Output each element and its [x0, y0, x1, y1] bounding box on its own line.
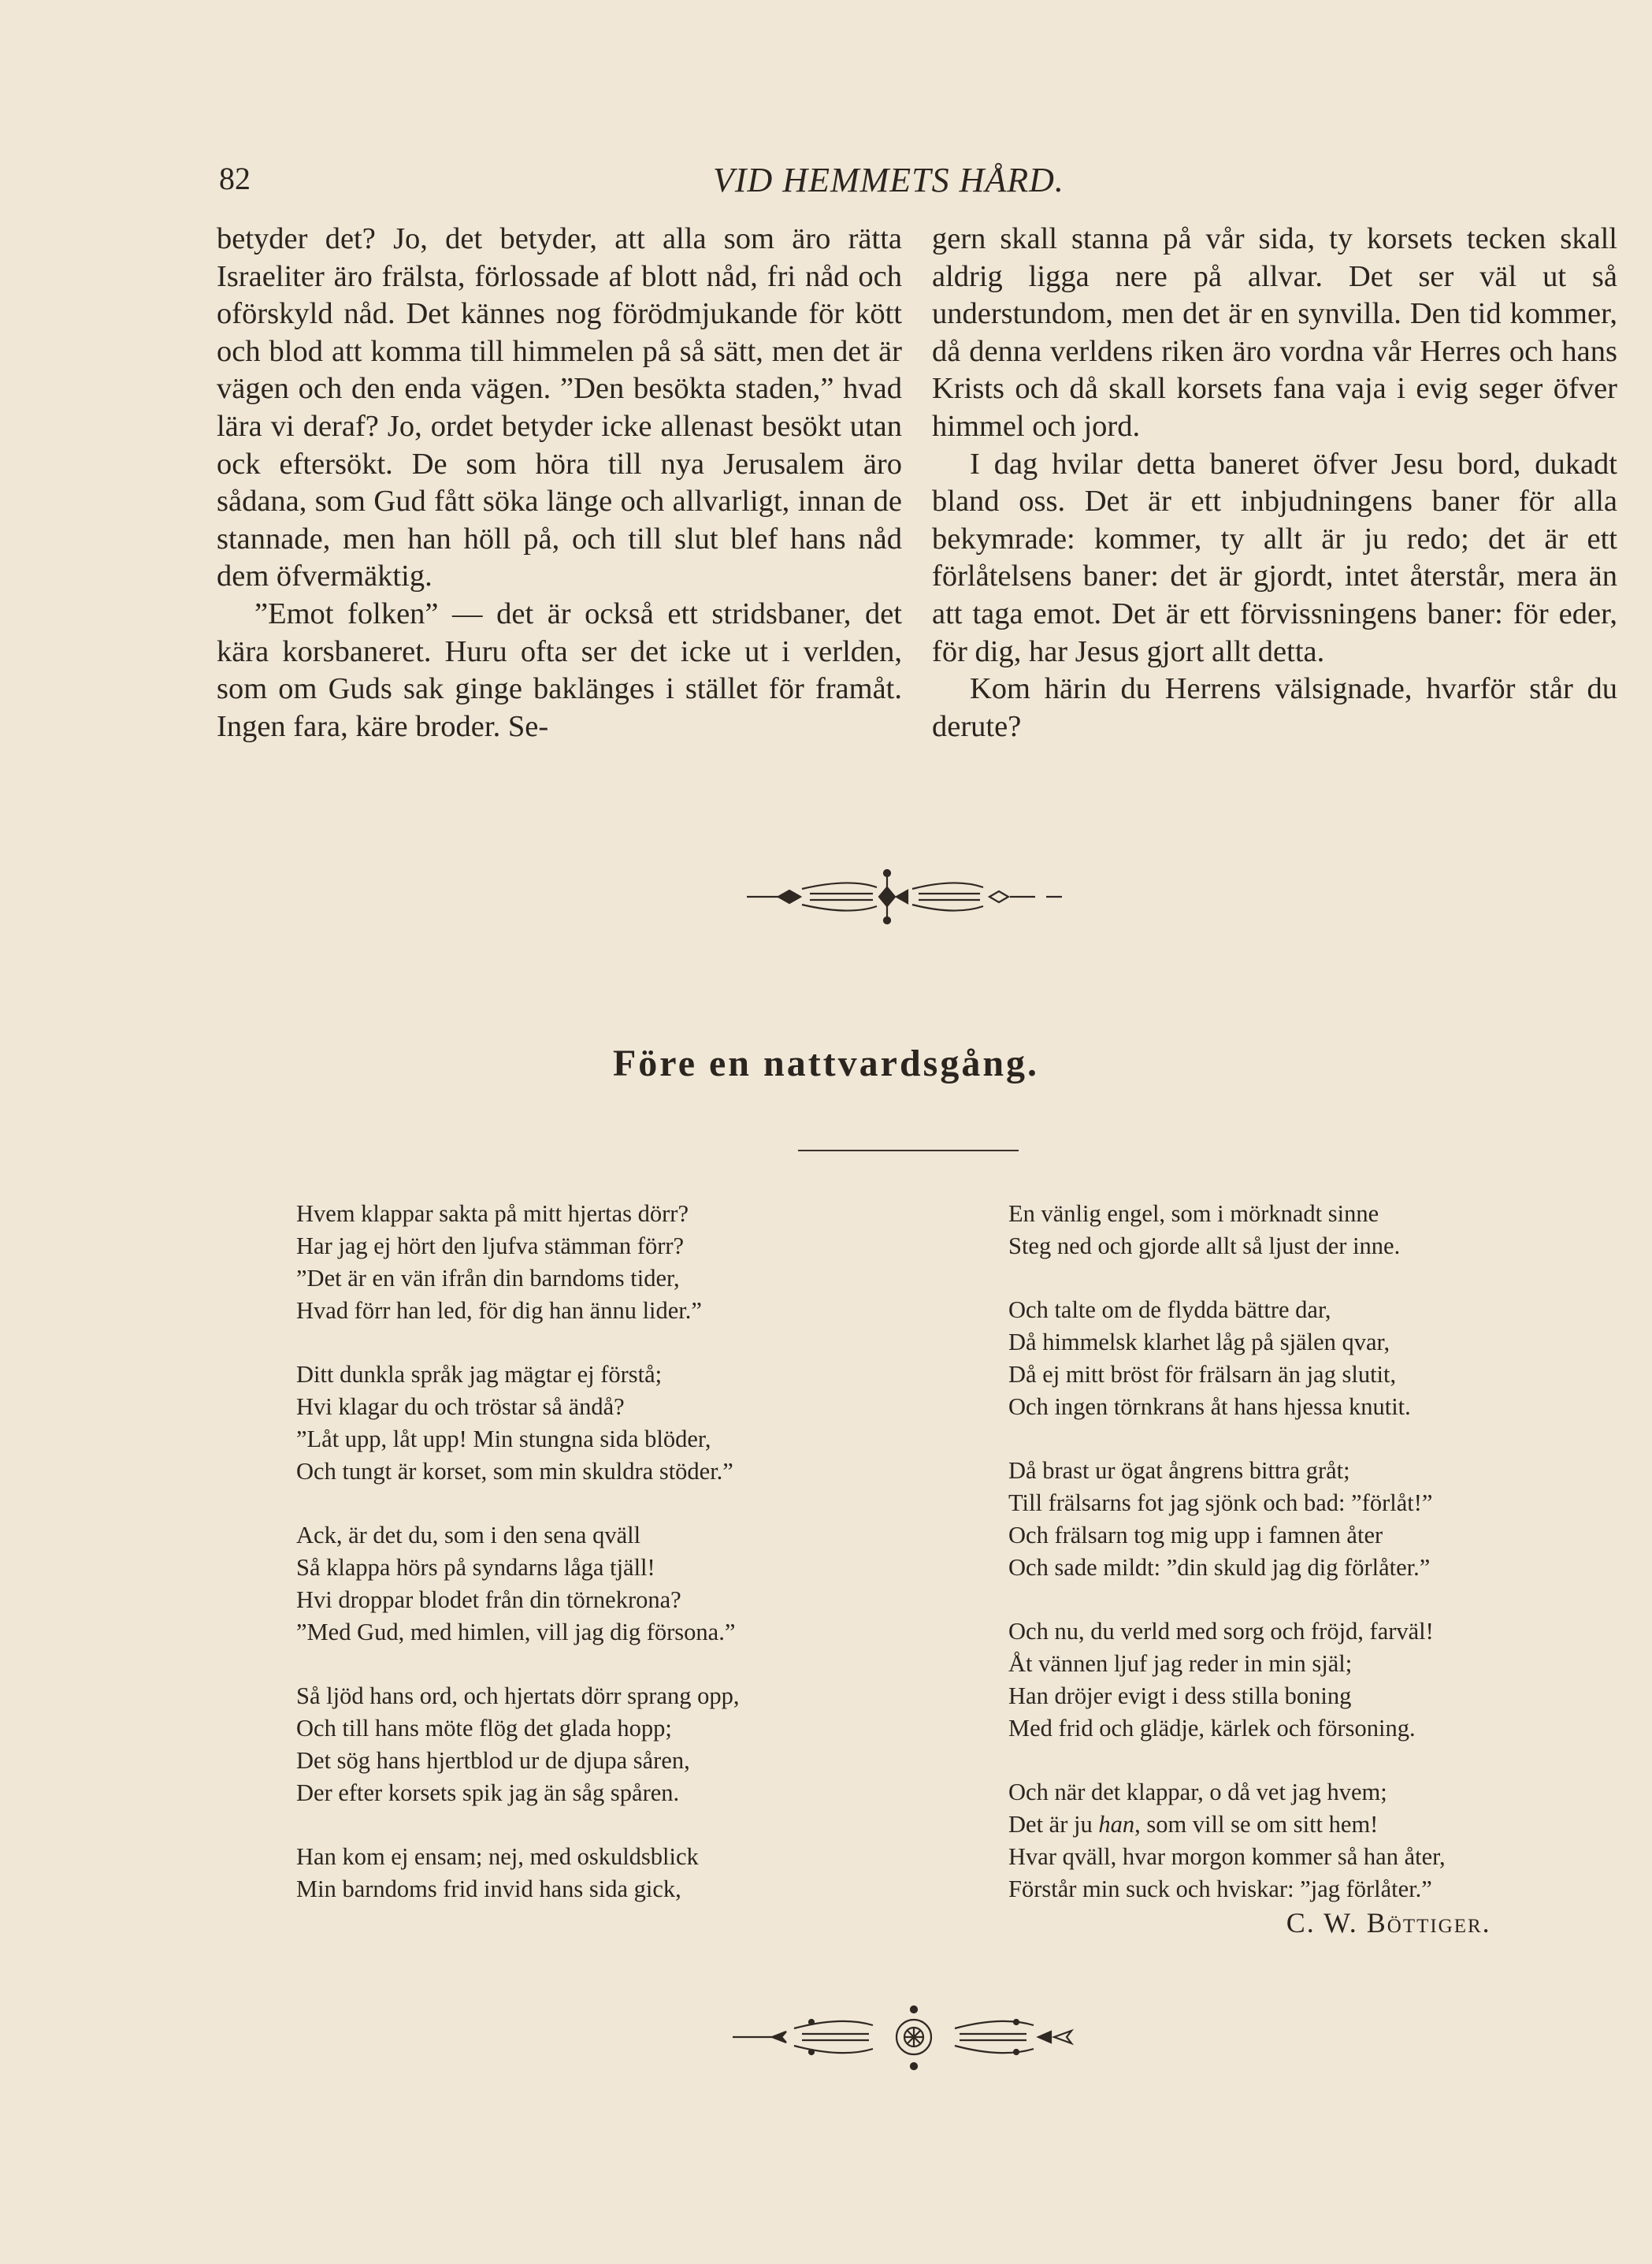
prose-column-left [217, 221, 902, 745]
verse-line: Och ingen törnkrans åt hans hjessa knutit. [1008, 1393, 1411, 1420]
poem-column-right [1008, 1198, 1491, 1939]
verse-line: Det sög hans hjertblod ur de djupa såren, [296, 1747, 690, 1774]
stanza [296, 1519, 739, 1649]
stanza [1008, 1198, 1446, 1262]
verse-line: Steg ned och gjorde allt så ljust der inne. [1008, 1232, 1401, 1259]
verse-line: En vänlig engel, som i mörknadt sinne [1008, 1200, 1379, 1227]
verse-line: Och när det klappar, o då vet jag hvem; [1008, 1779, 1387, 1805]
author-signature: C. W. Böttiger. [1286, 1907, 1491, 1939]
poem-title: Före en nattvardsgång. [612, 1043, 1040, 1084]
verse-emphasis: han [1098, 1811, 1135, 1838]
verse-line: Då brast ur ögat ångrens bittra gråt; [1008, 1457, 1350, 1484]
prose-paragraph: I dag hvilar detta baneret öfver Jesu bord, dukadt bland oss. Det är ett inbjudningens baner för alla bekymrade: kommer, ty allt är ju redo; det är ett förlåtelsens baner: det är gjordt, intet återstår, mera än att taga emot. Det är ett förvissningens baner: för eder, för dig, har Jesus gjort allt detta. [932, 447, 1617, 668]
prose-paragraph: gern skall stanna på vår sida, ty korsets tecken skall aldrig ligga nere på allvar. Det ser väl ut så understundom, men det är en synvilla. Den tid kommer, då denna verldens riken äro vordna vår Herres och hans Krists och då skall korsets fana vaja i evig seger öfver himmel och jord. [932, 222, 1617, 443]
verse-line: ”Det är en vän ifrån din barndoms tider, [296, 1265, 680, 1292]
verse-line: ”Med Gud, med himlen, vill jag dig försona.” [296, 1619, 736, 1645]
verse-line: Hvad förr han led, för dig han ännu lider.” [296, 1297, 702, 1324]
verse-line: Och tungt är korset, som min skuldra stöder.” [296, 1458, 733, 1485]
verse-line: Så klappa hörs på syndarns låga tjäll! [296, 1554, 655, 1581]
verse-line: ”Låt upp, låt upp! Min stungna sida blöder, [296, 1426, 711, 1452]
stanza [296, 1680, 739, 1809]
ornament-divider-bottom [733, 2002, 1095, 2073]
verse-line: Ditt dunkla språk jag mägtar ej förstå; [296, 1361, 663, 1388]
verse-line [1008, 1809, 1446, 1841]
verse-line: Ack, är det du, som i den sena qväll [296, 1522, 641, 1548]
verse-line: Och frälsarn tog mig upp i famnen åter [1008, 1522, 1383, 1548]
verse-line: Har jag ej hört den ljufva stämman förr? [296, 1232, 685, 1259]
poem-column-left [296, 1198, 739, 1937]
stanza [1008, 1294, 1446, 1423]
verse-line: Med frid och glädje, kärlek och försoning. [1008, 1715, 1416, 1742]
verse-line: Till frälsarns fot jag sjönk och bad: ”förlåt!” [1008, 1489, 1433, 1516]
page-number: 82 [219, 161, 251, 196]
stanza-final [1008, 1776, 1491, 1939]
stanza [296, 1359, 739, 1488]
prose-paragraph: betyder det? Jo, det betyder, att alla som äro rätta Israeliter äro frälsta, förlossade af blott nåd, fri nåd och oförskyld nåd. Det kännes nog förödmjukande för kött och blod att komma till himmelen på så sätt, men det är vägen och den enda vägen. ”Den besökta staden,” hvad lära vi deraf? Jo, ordet betyder icke allenast besökt utan ock eftersökt. De som höra till nya Jerusalem äro sådana, som Gud fått söka länge och allvarligt, innan de stannade, men han höll på, och till slut blef hans nåd dem öfvermäktig. [217, 222, 902, 593]
running-head: VID HEMMETS HÅRD. [713, 161, 1064, 199]
verse-line: Och talte om de flydda bättre dar, [1008, 1296, 1331, 1323]
verse-line: Hvi klagar du och tröstar så ändå? [296, 1393, 625, 1420]
verse-line: Han dröjer evigt i dess stilla boning [1008, 1682, 1352, 1709]
verse-line: Hvi droppar blodet från din törnekrona? [296, 1586, 681, 1613]
verse-line: Han kom ej ensam; nej, med oskuldsblick [296, 1843, 699, 1870]
prose-paragraph: Kom härin du Herrens välsignade, hvarför står du derute? [932, 672, 1617, 743]
stanza [296, 1841, 739, 1905]
prose-column-right [932, 221, 1617, 745]
stanza [1008, 1455, 1446, 1584]
prose-paragraph: ”Emot folken” — det är också ett stridsbaner, det kära korsbaneret. Huru ofta ser det icke ut i verlden, som om Guds sak ginge baklänges i stället för framåt. Ingen fara, käre broder. Se- [217, 597, 902, 743]
verse-line: Och sade mildt: ”din skuld jag dig förlåter.” [1008, 1554, 1431, 1581]
verse-line: Min barndoms frid invid hans sida gick, [296, 1876, 681, 1902]
verse-line: Der efter korsets spik jag än såg spåren. [296, 1779, 680, 1806]
verse-line: Då himmelsk klarhet låg på själen qvar, [1008, 1329, 1390, 1355]
ornament-divider-top [747, 865, 1078, 928]
verse-line: Då ej mitt bröst för frälsarn än jag slutit, [1008, 1361, 1397, 1388]
verse-line: Hvar qväll, hvar morgon kommer så han åter, [1008, 1843, 1446, 1870]
verse-line: Hvem klappar sakta på mitt hjertas dörr? [296, 1200, 689, 1227]
verse-line: Och nu, du verld med sorg och fröjd, farväl! [1008, 1618, 1434, 1645]
verse-text: , som vill se om sitt hem! [1134, 1811, 1379, 1838]
verse-text: Det är ju [1008, 1811, 1099, 1838]
verse-line: Så ljöd hans ord, och hjertats dörr sprang opp, [296, 1682, 740, 1709]
verse-line: Förstår min suck och hviskar: ”jag förlåter.” [1008, 1876, 1432, 1902]
verse-line: Åt vännen ljuf jag reder in min själ; [1008, 1650, 1353, 1677]
stanza [1008, 1615, 1446, 1745]
verse-line: Och till hans möte flög det glada hopp; [296, 1715, 672, 1742]
stanza [296, 1198, 739, 1327]
title-underline [798, 1150, 1019, 1151]
